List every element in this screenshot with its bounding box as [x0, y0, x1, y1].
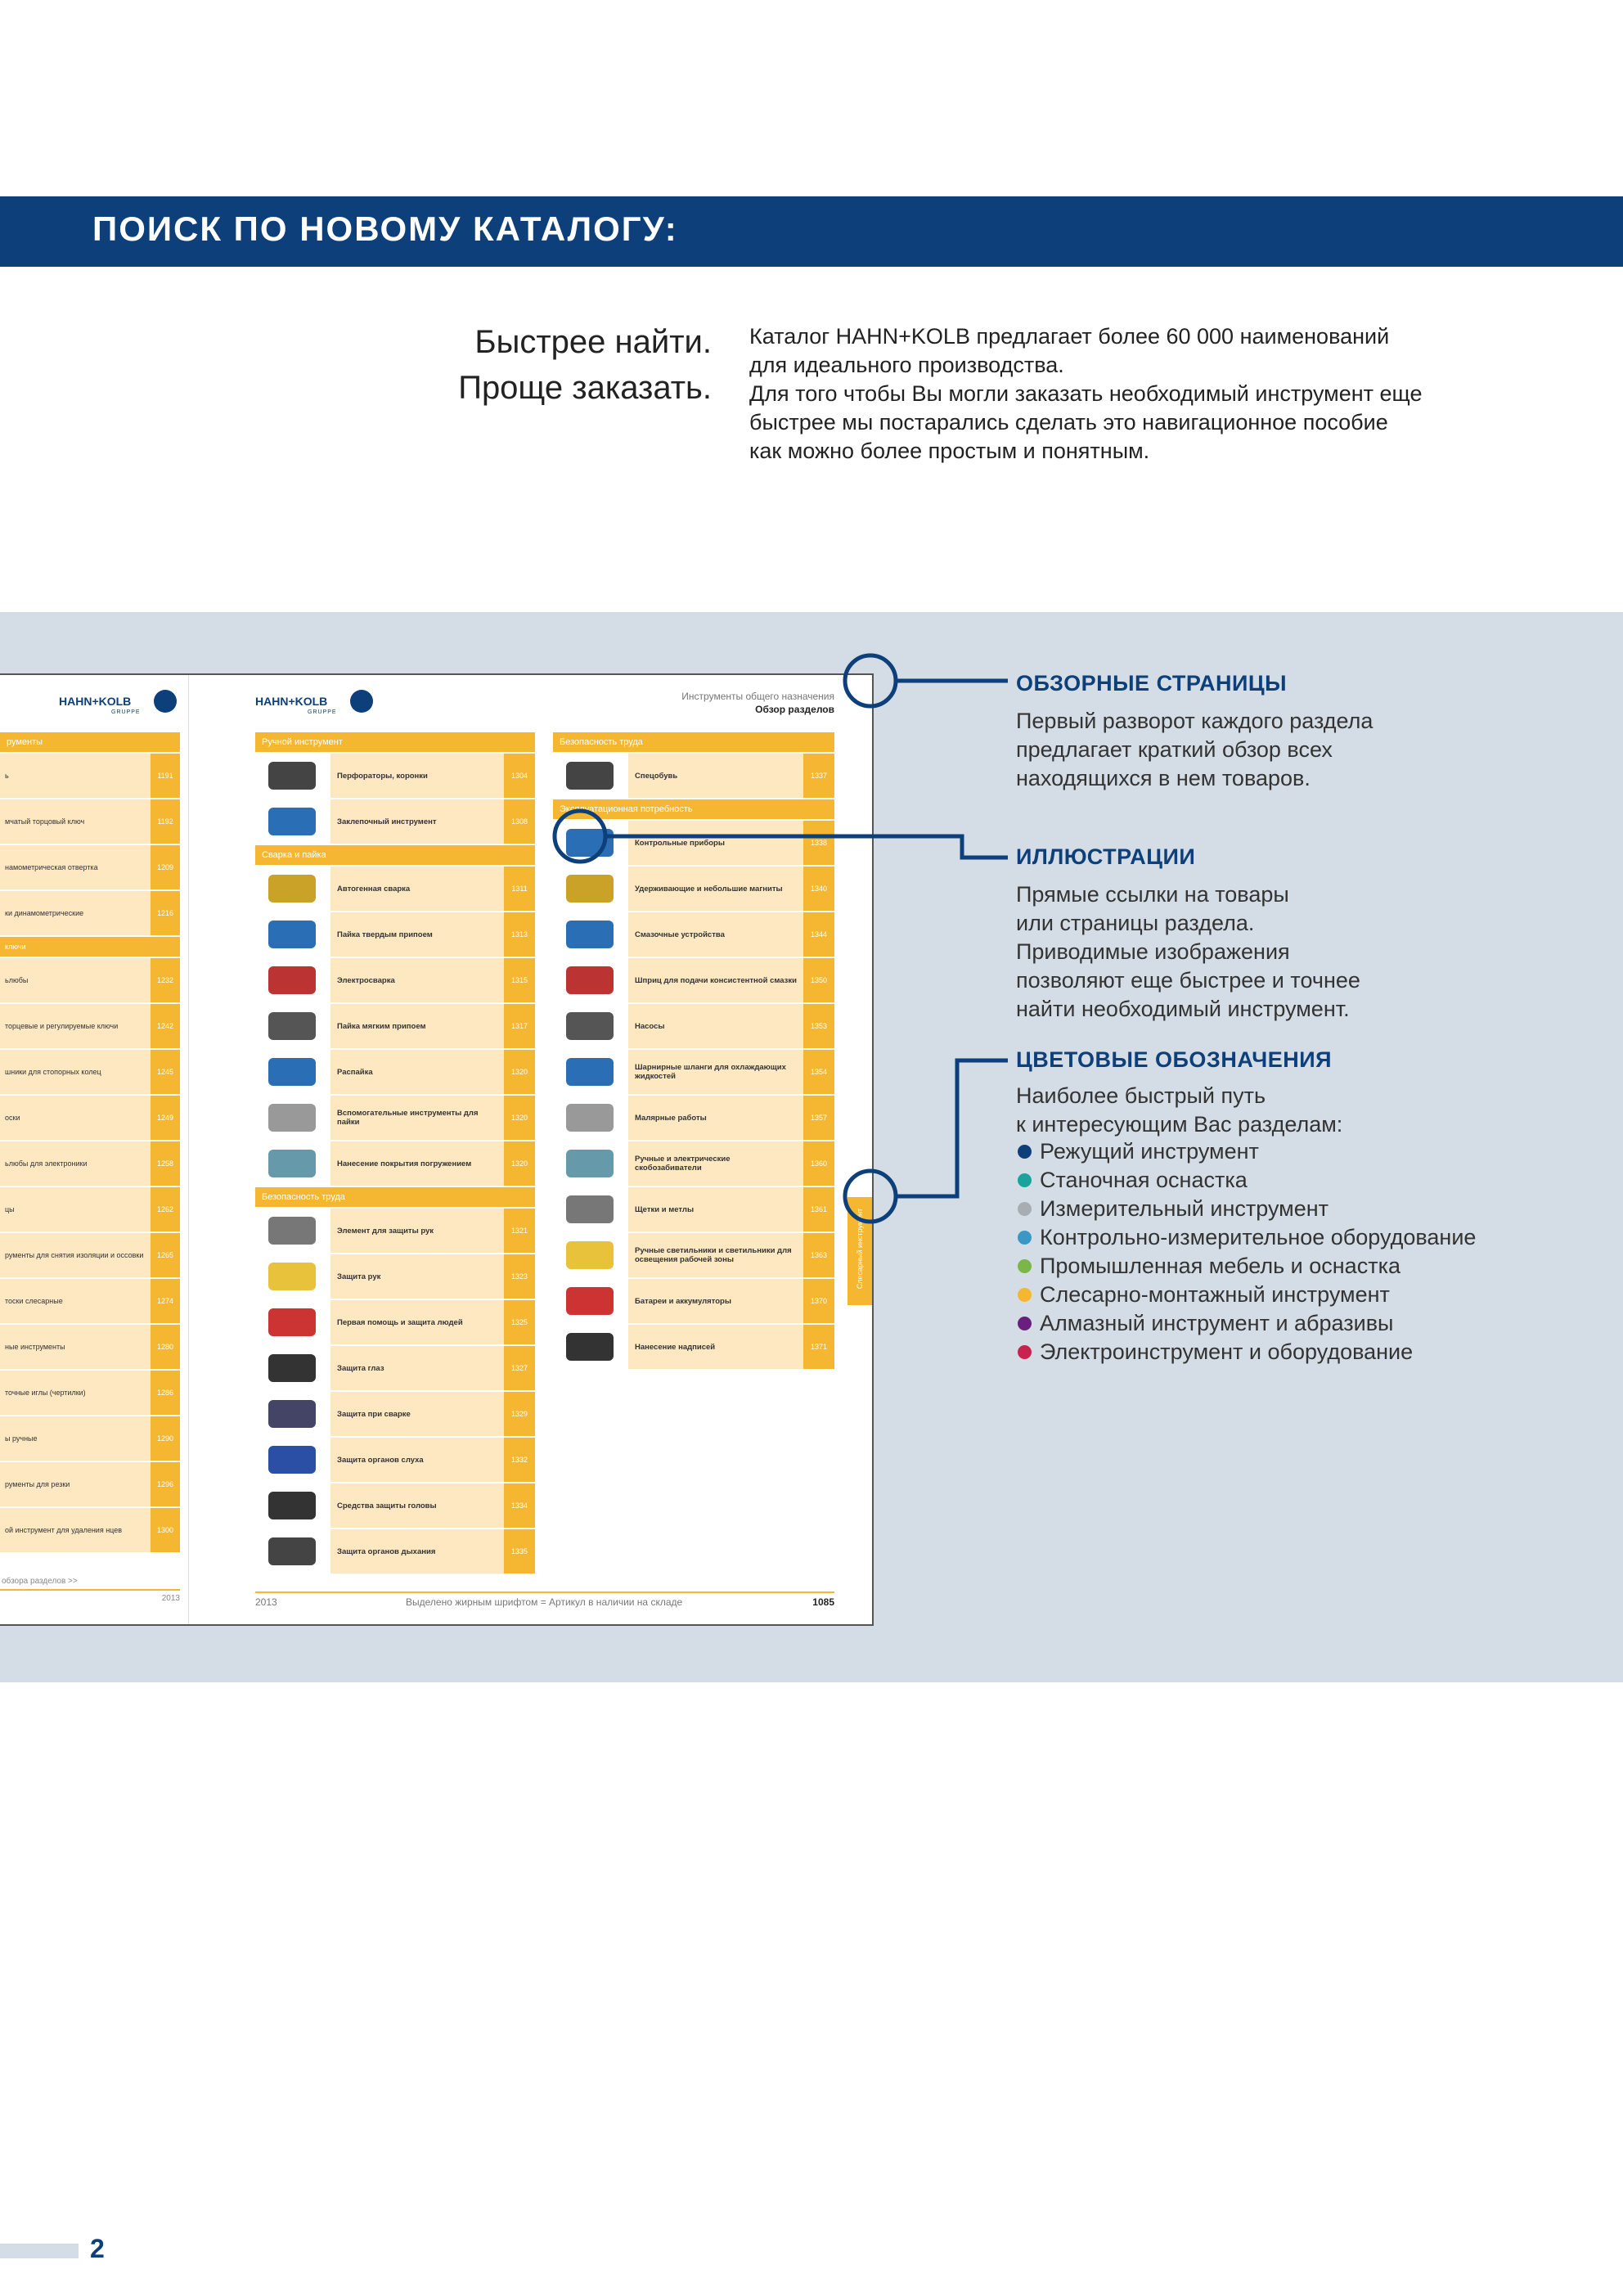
callout-body-overview [1016, 707, 1373, 793]
legend-item [1016, 1223, 1476, 1252]
row-page: 1262 [151, 1187, 180, 1231]
row-page: 1286 [151, 1371, 180, 1415]
row-page: 1242 [151, 1004, 180, 1048]
catalog-row [255, 912, 535, 957]
row-label: Элемент для защиты рук [330, 1209, 504, 1253]
catalog-row [255, 1096, 535, 1140]
page-heading-line2: Обзор разделов [755, 704, 834, 715]
product-image-icon [268, 875, 316, 903]
legend-label: Режущий инструмент [1040, 1139, 1259, 1164]
row-page: 1258 [151, 1141, 180, 1186]
row-page: 1340 [803, 867, 834, 911]
product-image-icon [566, 1104, 614, 1132]
catalog-row [255, 867, 535, 911]
row-page: 1245 [151, 1050, 180, 1094]
catalog-row [553, 1050, 834, 1094]
row-label: ь [0, 754, 151, 798]
right-column [553, 732, 834, 1371]
page-heading-line1: Инструменты общего назначения [681, 691, 834, 702]
catalog-row [0, 937, 180, 957]
row-page: 1344 [803, 912, 834, 957]
catalog-row [0, 1371, 180, 1415]
slogan-line-2: Проще заказать. [458, 370, 712, 406]
row-label: Батареи и аккумуляторы [628, 1279, 803, 1323]
catalog-mockup [0, 673, 874, 1626]
legend-label: Станочная оснастка [1040, 1168, 1248, 1192]
catalog-row [553, 1325, 834, 1369]
product-image-icon [268, 921, 316, 948]
section-header: Сварка и пайка [255, 845, 535, 865]
product-thumbnail [553, 1141, 628, 1186]
catalog-row [255, 799, 535, 844]
product-thumbnail [255, 958, 330, 1002]
row-page: 1209 [151, 845, 180, 889]
row-page: 1354 [803, 1050, 834, 1094]
product-thumbnail [255, 1483, 330, 1528]
product-image-icon [268, 1217, 316, 1245]
row-page: 1361 [803, 1187, 834, 1231]
page-number: 2 [90, 2234, 105, 2263]
row-label: Перфораторы, коронки [330, 754, 504, 798]
callout-title-illustrations: ИЛЛЮСТРАЦИИ [1016, 844, 1196, 869]
product-thumbnail [553, 867, 628, 911]
product-image-icon [268, 1150, 316, 1177]
catalog-row [0, 1462, 180, 1506]
row-label: Защита органов дыхания [330, 1529, 504, 1573]
catalog-row [553, 821, 834, 865]
catalog-row [0, 754, 180, 798]
row-label: рументы для резки [0, 1462, 151, 1506]
product-thumbnail [553, 1233, 628, 1277]
catalog-row [0, 845, 180, 889]
logo-text: HAHN+KOLB [255, 695, 328, 708]
row-page: 1308 [504, 799, 535, 844]
footer-page: 1085 [812, 1596, 834, 1608]
product-thumbnail [553, 1279, 628, 1323]
row-page: 1353 [803, 1004, 834, 1048]
product-thumbnail [553, 1004, 628, 1048]
callout-line: предлагает краткий обзор всех [1016, 737, 1333, 762]
row-label: Насосы [628, 1004, 803, 1048]
catalog-row [553, 1279, 834, 1323]
row-page: 1335 [504, 1529, 535, 1573]
catalog-row [255, 1346, 535, 1390]
intro-text [749, 322, 1567, 466]
row-page [151, 937, 180, 957]
row-label: Электросварка [330, 958, 504, 1002]
product-image-icon [268, 1354, 316, 1382]
legend-item [1016, 1281, 1476, 1309]
row-page: 1320 [504, 1050, 535, 1094]
side-tab-label: Слесарный инструмент [856, 1208, 864, 1290]
legend-item [1016, 1195, 1476, 1223]
row-label: ные инструменты [0, 1325, 151, 1369]
section-header: Безопасность труда [255, 1187, 535, 1207]
product-image-icon [566, 1333, 614, 1361]
product-thumbnail [255, 1529, 330, 1573]
row-label: мчатый торцовый ключ [0, 799, 151, 844]
product-thumbnail [255, 1096, 330, 1140]
row-page: 1363 [803, 1233, 834, 1277]
catalog-row [553, 754, 834, 798]
legend-item [1016, 1338, 1476, 1366]
row-page: 1357 [803, 1096, 834, 1140]
product-thumbnail [255, 1050, 330, 1094]
footer-note: Выделено жирным шрифтом = Артикул в наличии на складе [406, 1596, 683, 1608]
product-thumbnail [255, 1254, 330, 1299]
product-image-icon [268, 966, 316, 994]
product-thumbnail [255, 1004, 330, 1048]
product-thumbnail [553, 958, 628, 1002]
catalog-row [255, 1529, 535, 1573]
row-label: Смазочные устройства [628, 912, 803, 957]
row-label: ьлюбы для электроники [0, 1141, 151, 1186]
row-page: 1304 [504, 754, 535, 798]
product-image-icon [268, 1308, 316, 1336]
row-label: ключи [0, 937, 151, 957]
row-page: 1265 [151, 1233, 180, 1277]
slogan-line-1: Быстрее найти. [474, 324, 712, 360]
legend-dot-icon [1018, 1145, 1032, 1159]
product-thumbnail [255, 1209, 330, 1253]
callout-title-colors: ЦВЕТОВЫЕ ОБОЗНАЧЕНИЯ [1016, 1047, 1333, 1072]
catalog-row [0, 1279, 180, 1323]
row-label: рументы для снятия изоляции и оссовки [0, 1233, 151, 1277]
page-title: ПОИСК ПО НОВОМУ КАТАЛОГУ: [92, 209, 678, 248]
catalog-row [0, 891, 180, 935]
legend-dot-icon [1018, 1259, 1032, 1273]
row-label: Шарнирные шланги для охлаждающих жидкостей [628, 1050, 803, 1094]
callout-line: или страницы раздела. [1016, 911, 1255, 935]
row-label: ьлюбы [0, 958, 151, 1002]
page-heading [681, 690, 834, 716]
catalog-row [553, 912, 834, 957]
product-image-icon [566, 829, 614, 857]
row-label: Контрольные приборы [628, 821, 803, 865]
row-label: цы [0, 1187, 151, 1231]
product-thumbnail [553, 912, 628, 957]
catalog-row [0, 1325, 180, 1369]
product-thumbnail [255, 1346, 330, 1390]
legend-label: Слесарно-монтажный инструмент [1040, 1282, 1390, 1307]
callout-line: Первый разворот каждого раздела [1016, 709, 1373, 733]
catalog-row [0, 1187, 180, 1231]
product-thumbnail [553, 1096, 628, 1140]
callout-line: найти необходимый инструмент. [1016, 997, 1350, 1021]
row-label: Малярные работы [628, 1096, 803, 1140]
callout-line: находящихся в нем товаров. [1016, 766, 1311, 790]
intro-line: быстрее мы постарались сделать это навигационное пособие [749, 410, 1388, 434]
side-tab [847, 1197, 872, 1305]
legend-label: Алмазный инструмент и абразивы [1040, 1311, 1394, 1335]
product-image-icon [268, 1263, 316, 1290]
catalog-row [255, 958, 535, 1002]
row-label: Средства защиты головы [330, 1483, 504, 1528]
catalog-row [0, 799, 180, 844]
row-label: Удерживающие и небольшие магниты [628, 867, 803, 911]
row-label: торцевые и регулируемые ключи [0, 1004, 151, 1048]
product-image-icon [268, 1492, 316, 1519]
section-header: рументы [0, 732, 180, 752]
row-label: Нанесение покрытия погружением [330, 1141, 504, 1186]
product-thumbnail [255, 912, 330, 957]
product-image-icon [566, 1241, 614, 1269]
product-image-icon [268, 1058, 316, 1086]
product-thumbnail [553, 1050, 628, 1094]
row-label: Щетки и метлы [628, 1187, 803, 1231]
row-label: Распайка [330, 1050, 504, 1094]
mockup-footer [255, 1591, 834, 1608]
product-image-icon [268, 1104, 316, 1132]
product-image-icon [268, 808, 316, 835]
product-image-icon [268, 1400, 316, 1428]
legend-dot-icon [1018, 1202, 1032, 1216]
catalog-row [0, 1004, 180, 1048]
product-image-icon [268, 762, 316, 790]
row-label: Защита рук [330, 1254, 504, 1299]
product-image-icon [566, 875, 614, 903]
section-header: Безопасность труда [553, 732, 834, 752]
row-label: Пайка твердым припоем [330, 912, 504, 957]
row-label: Шприц для подачи консистентной смазки [628, 958, 803, 1002]
product-thumbnail [255, 1141, 330, 1186]
product-image-icon [566, 921, 614, 948]
row-label: ы ручные [0, 1416, 151, 1461]
legend-label: Электроинструмент и оборудование [1040, 1339, 1414, 1364]
callout-body-illustrations [1016, 880, 1360, 1024]
row-page: 1334 [504, 1483, 535, 1528]
catalog-row [255, 754, 535, 798]
callout-line: Приводимые изображения [1016, 939, 1290, 964]
catalog-row [553, 1187, 834, 1231]
legend-dot-icon [1018, 1345, 1032, 1359]
row-label: Спецобувь [628, 754, 803, 798]
page-gutter [188, 675, 253, 1624]
catalog-row [255, 1209, 535, 1253]
legend-dot-icon [1018, 1317, 1032, 1330]
row-page: 1315 [504, 958, 535, 1002]
row-page: 1296 [151, 1462, 180, 1506]
row-page: 1313 [504, 912, 535, 957]
legend-label: Контрольно-измерительное оборудование [1040, 1225, 1477, 1249]
logo-sub: GRUPPE [111, 709, 141, 715]
row-page: 1325 [504, 1300, 535, 1344]
legend-dot-icon [1018, 1231, 1032, 1245]
row-label: Защита органов слуха [330, 1438, 504, 1482]
legend-label: Промышленная мебель и оснастка [1040, 1254, 1400, 1278]
catalog-row [0, 1141, 180, 1186]
left-footer [0, 1577, 180, 1603]
row-page: 1300 [151, 1508, 180, 1552]
legend-dot-icon [1018, 1288, 1032, 1302]
color-legend [1016, 1137, 1476, 1366]
catalog-row [0, 958, 180, 1002]
section-header: Ручной инструмент [255, 732, 535, 752]
product-image-icon [566, 1012, 614, 1040]
logo-text: HAHN+KOLB [59, 695, 132, 708]
catalog-row [255, 1004, 535, 1048]
callout-body-colors [1016, 1082, 1342, 1139]
callout-title-overview: ОБЗОРНЫЕ СТРАНИЦЫ [1016, 671, 1288, 696]
catalog-row [255, 1050, 535, 1094]
row-label: Ручные и электрические скобозабиватели [628, 1141, 803, 1186]
catalog-row [255, 1141, 535, 1186]
row-page: 1327 [504, 1346, 535, 1390]
section-header: Эксплуатационная потребность [553, 799, 834, 819]
row-label: Заклепочный инструмент [330, 799, 504, 844]
left-footer-year: 2013 [0, 1589, 180, 1603]
logo-sub: GRUPPE [308, 709, 337, 715]
catalog-row [0, 1416, 180, 1461]
product-thumbnail [553, 754, 628, 798]
catalog-row [0, 1096, 180, 1140]
product-image-icon [268, 1012, 316, 1040]
row-label: ки динамометрические [0, 891, 151, 935]
row-label: Нанесение надписей [628, 1325, 803, 1369]
product-thumbnail [255, 867, 330, 911]
legend-item [1016, 1309, 1476, 1338]
product-thumbnail [255, 1438, 330, 1482]
product-thumbnail [553, 821, 628, 865]
catalog-row [255, 1483, 535, 1528]
row-page: 1320 [504, 1141, 535, 1186]
catalog-row [0, 1233, 180, 1277]
intro-line: для идеального производства. [749, 353, 1064, 377]
row-label: намометрическая отвертка [0, 845, 151, 889]
legend-item [1016, 1137, 1476, 1166]
catalog-row [255, 1254, 535, 1299]
catalog-row [553, 958, 834, 1002]
row-page: 1332 [504, 1438, 535, 1482]
row-page: 1216 [151, 891, 180, 935]
intro-line: как можно более простым и понятным. [749, 439, 1150, 463]
product-thumbnail [255, 1300, 330, 1344]
row-page: 1371 [803, 1325, 834, 1369]
row-page: 1280 [151, 1325, 180, 1369]
row-label: Вспомогательные инструменты для пайки [330, 1096, 504, 1140]
row-label: Автогенная сварка [330, 867, 504, 911]
product-thumbnail [255, 799, 330, 844]
row-page: 1323 [504, 1254, 535, 1299]
product-image-icon [566, 966, 614, 994]
product-image-icon [566, 1287, 614, 1315]
row-page: 1329 [504, 1392, 535, 1436]
catalog-row [0, 1050, 180, 1094]
row-page: 1192 [151, 799, 180, 844]
left-footer-link: обзора разделов >> [2, 1577, 78, 1586]
header-bar [0, 196, 1623, 267]
product-thumbnail [553, 1325, 628, 1369]
catalog-row [255, 1392, 535, 1436]
row-label: шники для стопорных колец [0, 1050, 151, 1094]
intro-line: Каталог HAHN+KOLB предлагает более 60 000 наименований [749, 324, 1390, 349]
logo-emblem-icon [154, 690, 177, 713]
slogan [458, 319, 712, 411]
product-thumbnail [255, 754, 330, 798]
row-page: 1274 [151, 1279, 180, 1323]
logo-emblem-icon [350, 690, 373, 713]
callout-line: Прямые ссылки на товары [1016, 882, 1289, 907]
row-page: 1350 [803, 958, 834, 1002]
row-page: 1337 [803, 754, 834, 798]
product-image-icon [566, 1150, 614, 1177]
product-image-icon [566, 1058, 614, 1086]
row-page: 1317 [504, 1004, 535, 1048]
legend-dot-icon [1018, 1173, 1032, 1187]
callout-line: позволяют еще быстрее и точнее [1016, 968, 1360, 993]
row-label: тоски слесарные [0, 1279, 151, 1323]
catalog-row [255, 1300, 535, 1344]
row-label: точные иглы (чертилки) [0, 1371, 151, 1415]
row-label: Защита при сварке [330, 1392, 504, 1436]
row-label: Первая помощь и защита людей [330, 1300, 504, 1344]
left-page-column [0, 732, 180, 1554]
product-image-icon [268, 1446, 316, 1474]
catalog-row [553, 867, 834, 911]
catalog-row [553, 1096, 834, 1140]
row-page: 1370 [803, 1279, 834, 1323]
catalog-row [0, 1508, 180, 1552]
callout-line: к интересующим Вас разделам: [1016, 1112, 1343, 1137]
product-image-icon [566, 762, 614, 790]
catalog-row [255, 1438, 535, 1482]
row-label: Пайка мягким припоем [330, 1004, 504, 1048]
row-page: 1321 [504, 1209, 535, 1253]
row-page: 1232 [151, 958, 180, 1002]
row-label: ой инструмент для удаления нцев [0, 1508, 151, 1552]
product-thumbnail [255, 1392, 330, 1436]
intro-line: Для того чтобы Вы могли заказать необходимый инструмент еще [749, 381, 1423, 406]
row-label: Ручные светильники и светильники для освещения рабочей зоны [628, 1233, 803, 1277]
catalog-row [553, 1141, 834, 1186]
middle-column [255, 732, 535, 1575]
catalog-row [553, 1004, 834, 1048]
row-page: 1320 [504, 1096, 535, 1140]
row-page: 1360 [803, 1141, 834, 1186]
page-number-bar [0, 2244, 79, 2258]
row-page: 1290 [151, 1416, 180, 1461]
product-thumbnail [553, 1187, 628, 1231]
row-page: 1249 [151, 1096, 180, 1140]
product-image-icon [566, 1195, 614, 1223]
product-image-icon [268, 1537, 316, 1565]
row-page: 1338 [803, 821, 834, 865]
footer-year: 2013 [255, 1596, 277, 1608]
callout-line: Наиболее быстрый путь [1016, 1083, 1266, 1108]
row-label: Защита глаз [330, 1346, 504, 1390]
legend-item [1016, 1252, 1476, 1281]
row-label: оски [0, 1096, 151, 1140]
legend-label: Измерительный инструмент [1040, 1196, 1329, 1221]
legend-item [1016, 1166, 1476, 1195]
row-page: 1311 [504, 867, 535, 911]
row-page: 1191 [151, 754, 180, 798]
catalog-row [553, 1233, 834, 1277]
